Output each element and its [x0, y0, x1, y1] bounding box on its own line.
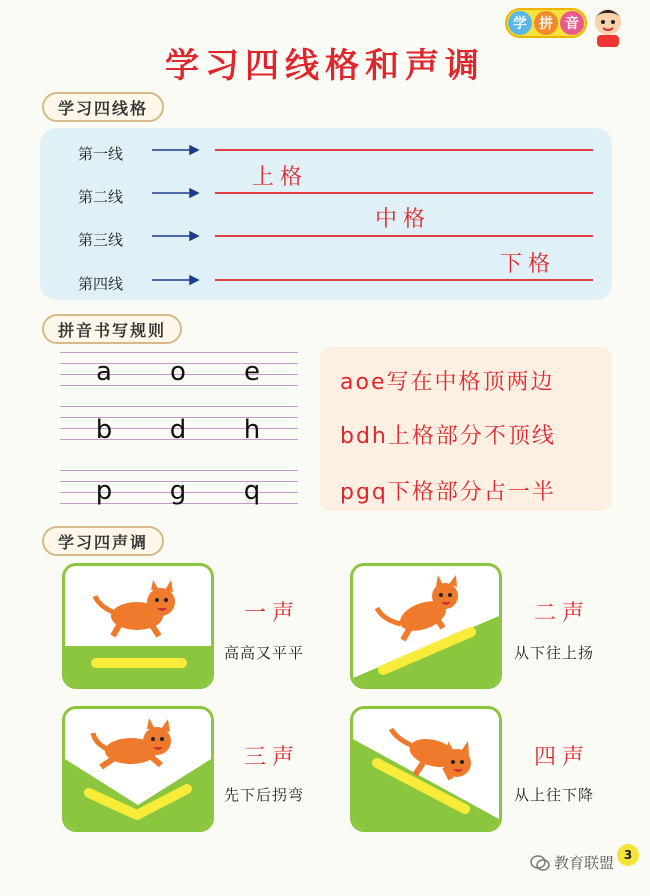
letter: a — [96, 357, 112, 387]
badge-char: 学 — [508, 11, 532, 35]
tone-3-illustration — [62, 706, 214, 832]
tone-3-name: 三声 — [244, 745, 301, 770]
page-number: 3 — [617, 844, 639, 866]
cat-icon — [377, 575, 458, 640]
tone-3-desc: 先下后拐弯 — [224, 786, 305, 804]
rule-text: pgq下格部分占一半 — [340, 480, 556, 505]
learn-pinyin-badge — [505, 8, 587, 38]
tone-4-name: 四声 — [534, 745, 591, 770]
section-label-four-lines: 学习四线格 — [42, 92, 164, 122]
watermark-text: 教育联盟 — [554, 854, 615, 872]
cat-icon — [95, 580, 175, 636]
tone-2-name: 二声 — [534, 601, 591, 626]
tone-4-desc: 从上往下降 — [514, 786, 595, 804]
line-label: 第一线 — [78, 145, 124, 163]
badge-char: 拼 — [534, 11, 558, 35]
zone-middle-label: 中格 — [375, 207, 432, 232]
letter-grid — [60, 350, 298, 512]
tone-1-desc: 高高又平平 — [224, 644, 305, 662]
guide-line-3 — [215, 235, 593, 237]
tone-1-name: 一声 — [244, 601, 301, 626]
letter: e — [244, 357, 260, 387]
line-label: 第二线 — [78, 188, 124, 206]
line-label: 第三线 — [78, 231, 124, 249]
zone-upper-label: 上格 — [252, 165, 309, 190]
rule-text: bdh上格部分不顶线 — [340, 424, 556, 449]
rules-panel — [320, 347, 612, 511]
section-label-tones: 学习四声调 — [42, 526, 164, 556]
section-label-rules: 拼音书写规则 — [42, 314, 182, 344]
letter: d — [169, 415, 187, 445]
letter: g — [169, 476, 187, 506]
letter: o — [170, 357, 186, 387]
tone-2-illustration — [350, 563, 502, 689]
tone-1-illustration — [62, 563, 214, 689]
guide-line-1 — [215, 149, 593, 151]
zone-lower-label: 下格 — [500, 252, 557, 277]
line-label: 第四线 — [78, 275, 124, 293]
letter: p — [95, 476, 113, 506]
arrow-icons — [152, 140, 202, 290]
rule-text: aoe写在中格顶两边 — [340, 370, 555, 395]
guide-line-2 — [215, 192, 593, 194]
watermark — [530, 852, 614, 873]
guide-line-4 — [215, 279, 593, 281]
wechat-icon — [530, 855, 550, 871]
page-title: 学习四线格和声调 — [165, 46, 485, 86]
badge-char: 音 — [560, 11, 584, 35]
letter: b — [95, 415, 113, 445]
letter: q — [243, 476, 261, 506]
cat-icon — [93, 718, 171, 767]
letter: h — [243, 415, 261, 445]
tone-2-desc: 从下往上扬 — [514, 644, 595, 662]
tone-4-illustration — [350, 706, 502, 832]
